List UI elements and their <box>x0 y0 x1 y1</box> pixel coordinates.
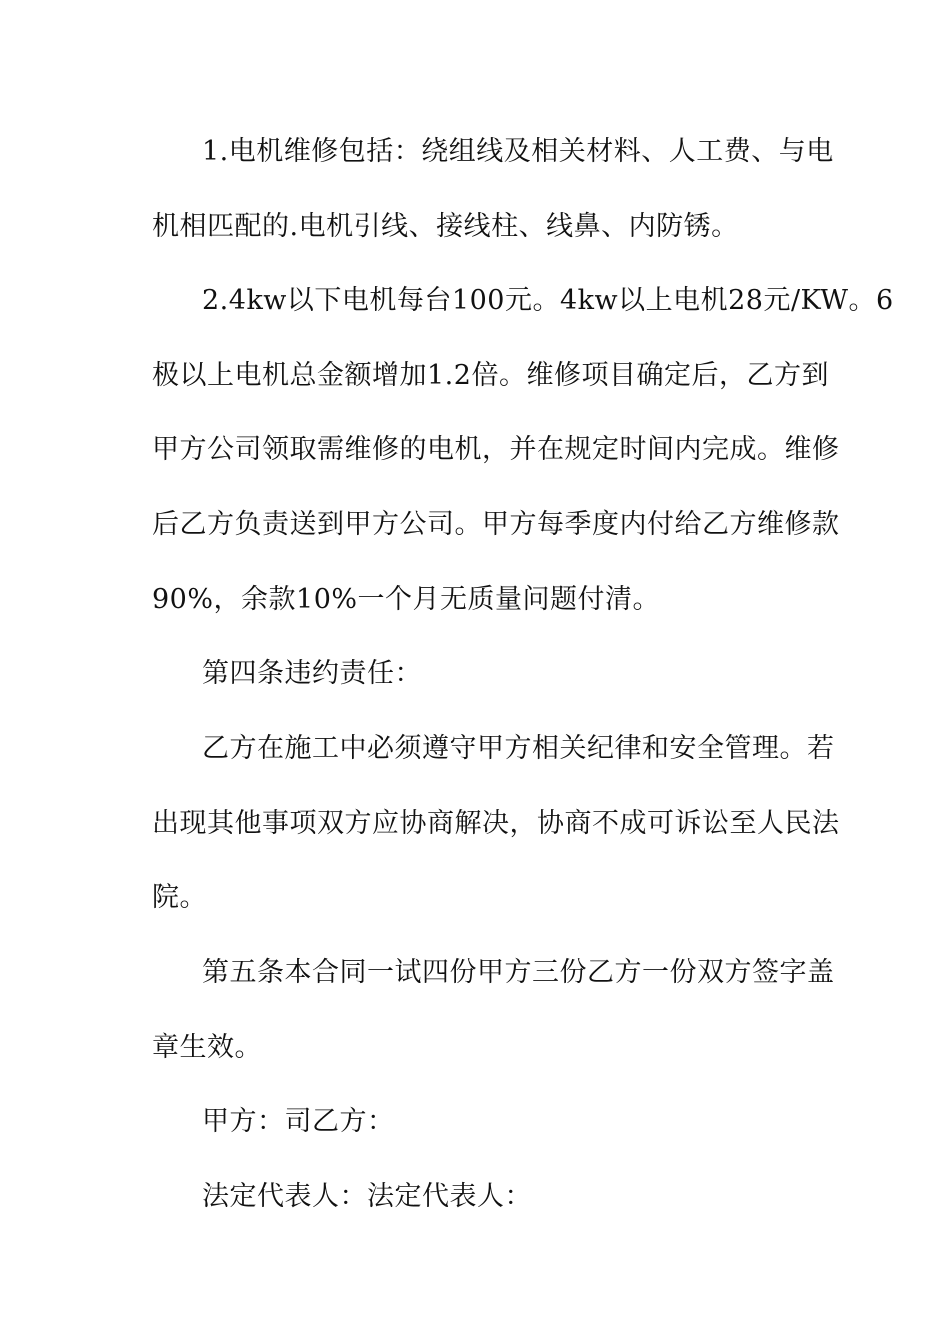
article-4-body-line-3: 院。 <box>152 882 207 913</box>
signature-parties-line: 甲方：司乙方： <box>202 1106 395 1137</box>
article-4-heading: 第四条违约责任： <box>202 658 422 689</box>
article-5-line-1: 第五条本合同一试四份甲方三份乙方一份双方签字盖 <box>202 957 835 988</box>
clause-item-1-line-2: 机相匹配的.电机引线、接线柱、线鼻、内防锈。 <box>152 211 739 242</box>
article-4-body-line-2: 出现其他事项双方应协商解决，协商不成可诉讼至人民法 <box>152 808 840 839</box>
clause-item-2-line-4: 后乙方负责送到甲方公司。甲方每季度内付给乙方维修款 <box>152 509 840 540</box>
clause-item-2-line-2: 极以上电机总金额增加1.2倍。维修项目确定后，乙方到 <box>152 360 829 391</box>
clause-item-2-line-5: 90%，余款10%一个月无质量问题付清。 <box>152 584 661 615</box>
legal-representative-line: 法定代表人：法定代表人： <box>202 1181 532 1212</box>
article-4-body-line-1: 乙方在施工中必须遵守甲方相关纪律和安全管理。若 <box>202 733 835 764</box>
clause-item-1-line-1: 1.电机维修包括：绕组线及相关材料、人工费、与电 <box>202 136 834 167</box>
article-5-line-2: 章生效。 <box>152 1032 262 1063</box>
clause-item-2-line-1: 2.4kw以下电机每台100元。4kw以上电机28元/KW。6 <box>202 285 894 316</box>
clause-item-2-line-3: 甲方公司领取需维修的电机，并在规定时间内完成。维修 <box>152 434 840 465</box>
